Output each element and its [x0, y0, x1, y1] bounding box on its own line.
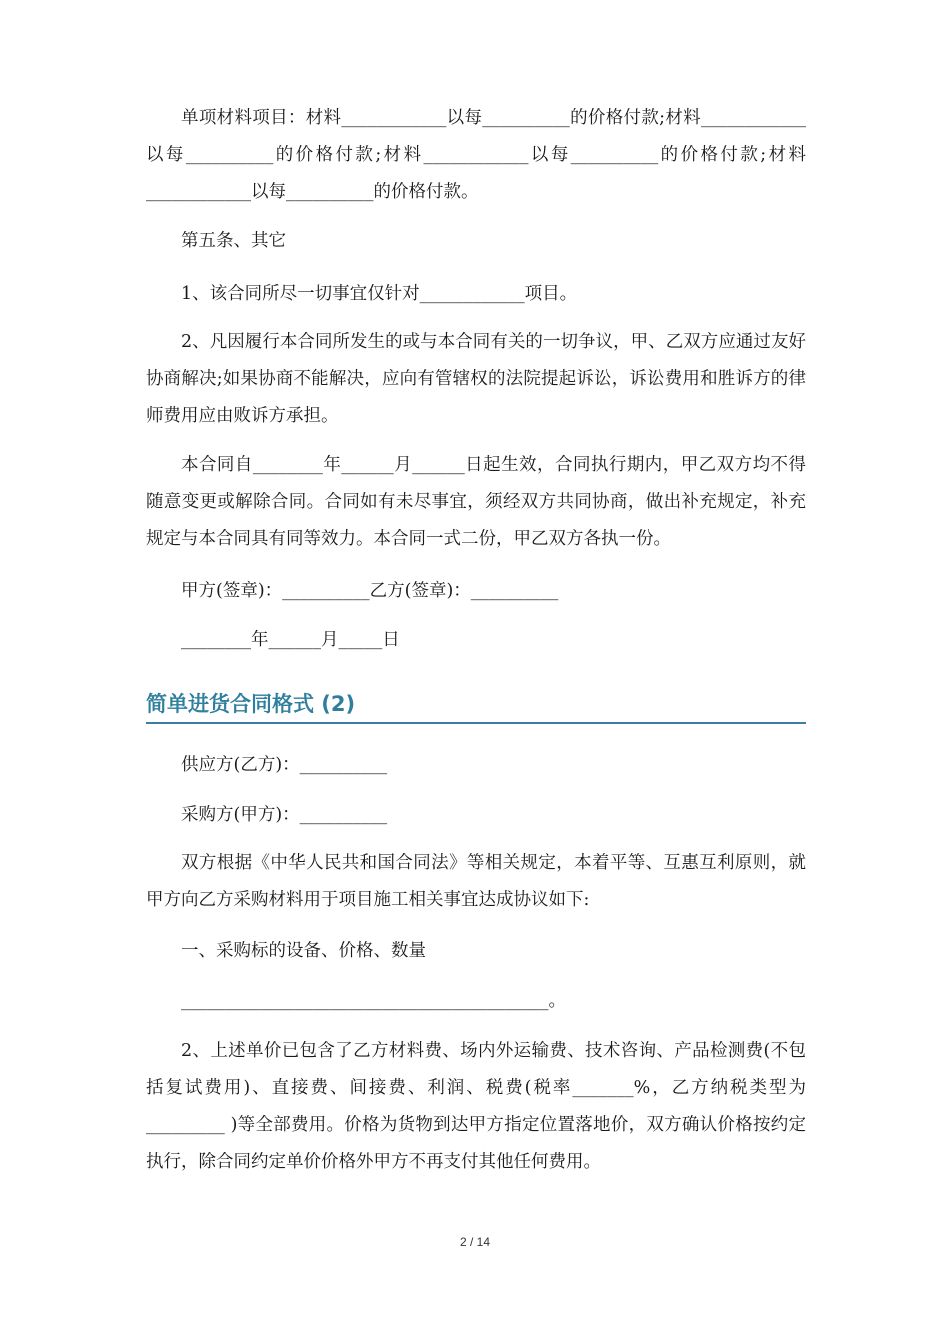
paragraph-other-1: 1、该合同所尽一切事宜仅针对____________项目。: [181, 284, 578, 304]
purchaser-line: 采购方(甲方)：__________: [181, 805, 388, 825]
paragraph-effective-date: 本合同自________年______月______日起生效，合同执行期内，甲乙双方均不得随意变更或解除合同。合同如有未尽事宜，须经双方共同协商，做出补充规定，补充规定与本合同具有同等效力。本合同一式二份，甲乙双方各执一份。: [146, 455, 806, 549]
section-heading: [146, 688, 806, 724]
article-five-heading: 第五条、其它: [181, 231, 286, 251]
signature-date: ________年______月_____日: [181, 630, 400, 650]
paragraph-price-terms: 2、上述单价已包含了乙方材料费、场内外运输费、技术咨询、产品检测费(不包括复试费用)、直接费、间接费、利润、税费(税率_______%，乙方纳税类型为_________ )等全部费用。价格为货物到达甲方指定位置落地价，双方确认价格按约定执行，除合同约定单价价格外甲方不再支付其他任何费用。: [146, 1041, 806, 1172]
paragraph-material-payment: 单项材料项目：材料____________以每__________的价格付款;材料____________以每__________的价格付款;材料____________以每__________的价格付款;材料____________以每__________的价格付款。: [146, 108, 806, 202]
paragraph-other-2: 2、凡因履行本合同所发生的或与本合同有关的一切争议，甲、乙双方应通过友好协商解决;如果协商不能解决，应向有管辖权的法院提起诉讼，诉讼费用和胜诉方的律师费用应由败诉方承担。: [146, 332, 806, 426]
page-number: 2 / 14: [459, 1235, 491, 1249]
supplier-line: 供应方(乙方)：__________: [181, 755, 388, 775]
paragraph-agreement-intro: 双方根据《中华人民共和国合同法》等相关规定，本着平等、互惠互利原则，就甲方向乙方采购材料用于项目施工相关事宜达成协议如下:: [146, 853, 806, 910]
section-heading-text: 简单进货合同格式 (2): [146, 692, 356, 716]
blank-line: __________________________________________。: [181, 991, 566, 1011]
item-one-heading: 一、采购标的设备、价格、数量: [181, 941, 426, 961]
signature-line: 甲方(签章)：__________乙方(签章)：__________: [181, 581, 559, 601]
